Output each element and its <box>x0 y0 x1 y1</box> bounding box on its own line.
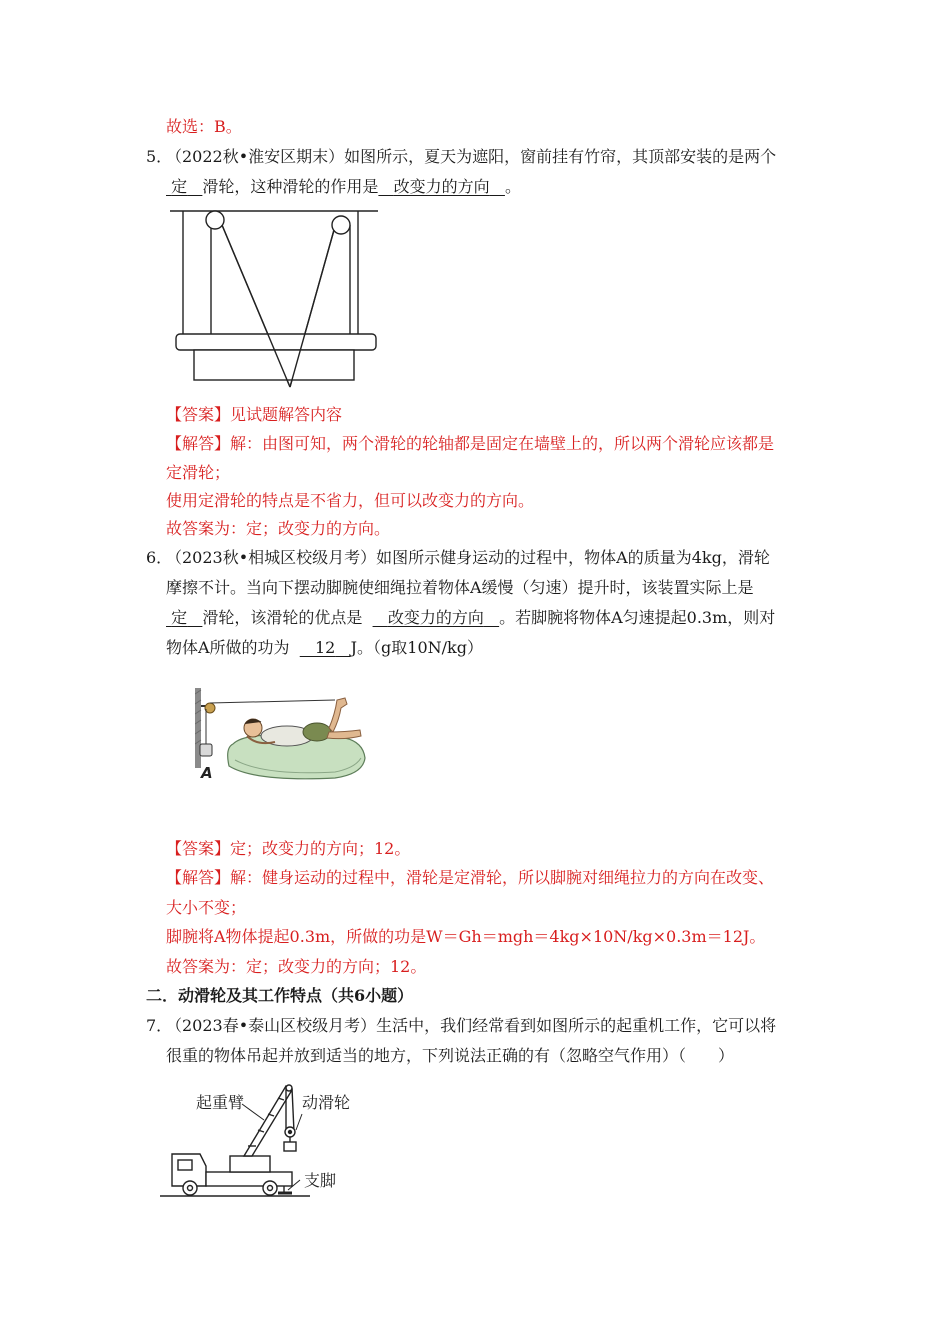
wheel-rear-icon <box>263 1181 277 1195</box>
section2-title: 二．动滑轮及其工作特点（共6小题） <box>146 986 414 1005</box>
q6-text-mid2: 。若脚腕将物体A匀速提起0.3m，则对 <box>499 608 776 627</box>
q6-stem-line1: （2023秋•相城区校级月考）如图所示健身运动的过程中，物体A的质量为4kg，滑轮 <box>166 548 770 567</box>
q6-analysis-line1: 【解答】解：健身运动的过程中，滑轮是定滑轮，所以脚腕对细绳拉力的方向在改变、 <box>166 868 775 887</box>
q6-text-mid1: 滑轮，该滑轮的优点是 <box>202 608 363 627</box>
person-leg <box>329 698 347 732</box>
crane-base <box>230 1156 270 1172</box>
pulley-left-icon <box>206 211 224 229</box>
q6-stem-line2: 摩擦不计。当向下摆动脚腕使细绳拉着物体A缓慢（匀速）提升时，该装置实际上是 <box>166 578 754 597</box>
weight-a-icon <box>200 744 212 756</box>
q5-text-mid: 滑轮，这种滑轮的作用是 <box>202 177 379 196</box>
q6-text-pre3: 物体A所做的功为 <box>166 638 290 657</box>
q6-blank3: 12 <box>315 638 336 657</box>
q5-blank1: 定 <box>171 177 188 196</box>
q6-stem-line4 <box>166 637 483 659</box>
q6-text-end3: J。（g取10N/kg） <box>350 638 483 657</box>
wheel-front-icon <box>183 1181 197 1195</box>
q4-conclusion: 故选：B。 <box>166 117 242 136</box>
q7-number: 7． <box>146 1016 173 1035</box>
q5-analysis-line1: 【解答】解：由图可知，两个滑轮的轮轴都是固定在墙壁上的，所以两个滑轮应该都是 <box>166 434 775 453</box>
label-leg: 支脚 <box>304 1171 337 1190</box>
q5-analysis-line4: 故答案为：定；改变力的方向。 <box>166 519 391 538</box>
q5-answer: 【答案】见试题解答内容 <box>166 405 343 424</box>
label-pulley: 动滑轮 <box>302 1093 351 1112</box>
q6-blank2: 改变力的方向 <box>387 608 484 627</box>
q6-answer: 【答案】定；改变力的方向；12。 <box>166 839 411 858</box>
q5-stem-line1: （2022秋•淮安区期末）如图所示，夏天为遮阳，窗前挂有竹帘，其顶部安装的是两个 <box>166 147 777 166</box>
q7-crane-figure <box>160 1074 380 1202</box>
curtain-roll <box>176 334 376 350</box>
q7-stem-line1: （2023春•泰山区校级月考）生活中，我们经常看到如图所示的起重机工作，它可以将 <box>166 1016 777 1035</box>
q7-stem-line2: 很重的物体吊起并放到适当的地方，下列说法正确的有（忽略空气作用）（ ） <box>166 1046 735 1065</box>
q6-analysis-line3: 脚腕将A物体提起0.3m，所做的功是W＝Gh＝mgh＝4kg×10N/kg×0.3m＝12J。 <box>166 927 766 946</box>
q5-number: 5． <box>146 147 173 166</box>
label-boom: 起重臂 <box>196 1093 245 1112</box>
load-icon <box>284 1142 296 1151</box>
q5-analysis-line3: 使用定滑轮的特点是不省力，但可以改变力的方向。 <box>166 491 535 510</box>
wall <box>195 688 201 768</box>
q5-text-end: 。 <box>504 177 521 196</box>
q5-curtain-figure <box>170 204 385 390</box>
weight-a-label: A <box>201 764 213 782</box>
q6-number: 6． <box>146 548 173 567</box>
curtain-base <box>194 350 354 380</box>
q6-analysis-line2: 大小不变； <box>166 898 247 917</box>
q5-analysis-line2: 定滑轮； <box>166 463 231 482</box>
truck-bed <box>206 1172 292 1186</box>
q6-blank1: 定 <box>171 608 188 627</box>
q6-analysis-line4: 故答案为：定；改变力的方向；12。 <box>166 957 427 976</box>
q5-stem-line2 <box>166 176 521 198</box>
q5-blank2: 改变力的方向 <box>393 177 490 196</box>
q6-exercise-figure <box>195 686 395 786</box>
q6-stem-line3 <box>166 607 775 629</box>
pulley-right-icon <box>332 216 350 234</box>
